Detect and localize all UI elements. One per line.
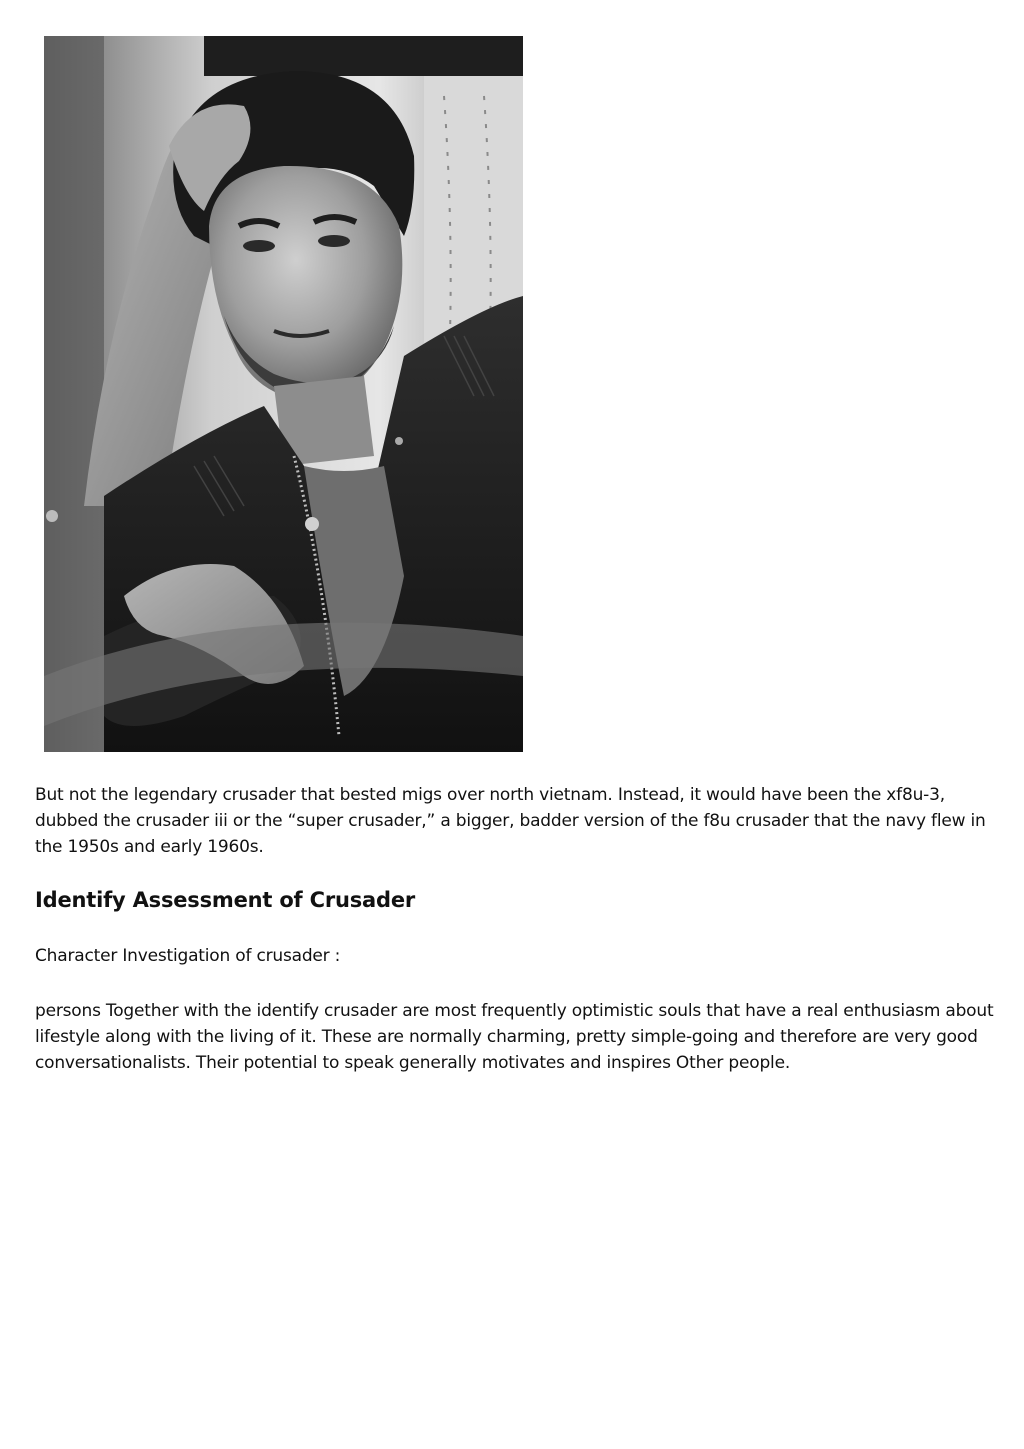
article-body (35, 782, 995, 1076)
paragraph-character-description: persons Together with the identify crusader are most frequently optimistic souls that have a real enthusiasm about lifestyle along with the living of it. These are normally charming, pretty simple-going and therefore are very good conversationalists. Their potential to speak generally motivates and inspires Other people. (35, 1001, 994, 1073)
paragraph-character-label: Character Investigation of crusader : (35, 946, 341, 966)
section-heading: Identify Assessment of Crusader (35, 888, 416, 912)
paragraph-intro: But not the legendary crusader that bested migs over north vietnam. Instead, it would have been the xf8u-3, dubbed the crusader iii or the “super crusader,” a bigger, badder version of the f8u crusader that the navy flew in the 1950s and early 1960s. (35, 785, 986, 857)
portrait-illustration (44, 36, 523, 752)
portrait-photo (44, 36, 523, 752)
